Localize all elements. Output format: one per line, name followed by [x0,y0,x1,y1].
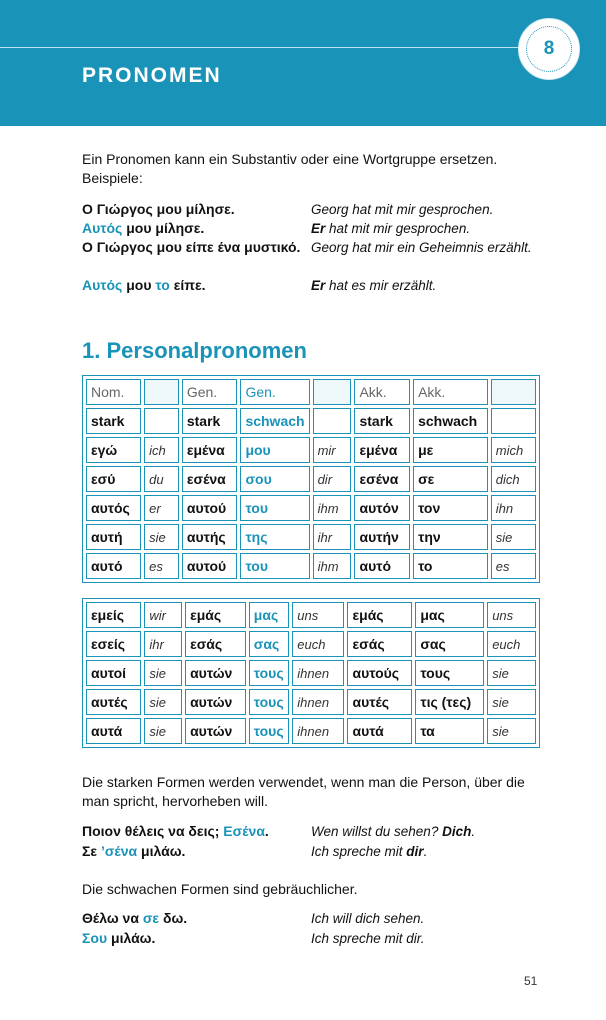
example-greek-6: Σε ’σένα μιλάω. [82,843,186,859]
table-subheader-cell: schwach [413,408,488,434]
table-row [86,660,536,686]
section-heading: 1. Personalpronomen [82,338,307,363]
table-cell: με [413,437,488,463]
example-german-7: Ich will dich sehen. [311,911,425,926]
table-cell: μας [249,602,290,628]
table-cell: mir [313,437,352,463]
table-cell: τους [249,660,290,686]
table-cell: του [240,495,309,521]
table-cell: dir [313,466,352,492]
table-cell: εσένα [182,466,238,492]
table-subheader-cell: stark [86,408,141,434]
table-row [86,689,536,715]
table-cell: ihm [313,495,352,521]
table-cell: mich [491,437,536,463]
table-cell: αυτόν [354,495,410,521]
table-row [86,718,536,744]
table-header-cell: Nom. [86,379,141,405]
table-cell: euch [487,631,536,657]
table-cell: αυτό [354,553,410,579]
paragraph-weak-forms: Die schwachen Formen sind gebräuchlicher. [82,881,358,897]
table-cell: του [240,553,309,579]
pronoun-table-plural [82,598,540,748]
table-cell: es [491,553,536,579]
table-cell: euch [292,631,344,657]
table-cell: εμένα [182,437,238,463]
table-cell: μου [240,437,309,463]
table-header-cell: Gen. [182,379,238,405]
table-cell: την [413,524,488,550]
header-rule [0,47,520,48]
example-greek-2: Αυτός μου μίλησε. [82,220,205,236]
table-cell: της [240,524,309,550]
example-german-5: Wen willst du sehen? Dich. [311,824,476,839]
table-cell: εσείς [86,631,141,657]
table-row [86,466,536,492]
table-cell: εσάς [347,631,412,657]
example-german-6: Ich spreche mit dir. [311,844,428,859]
table-row [86,553,536,579]
table-cell: αυτά [347,718,412,744]
table-cell: εμάς [185,602,246,628]
table-cell: αυτοί [86,660,141,686]
table-cell: εμένα [354,437,410,463]
table-cell: ihr [313,524,352,550]
table-cell: ihnen [292,660,344,686]
table-cell: sie [144,524,179,550]
paragraph-strong-forms: Die starken Formen werden verwendet, wenn man die Person, über die man spricht, hervorheben will. [82,774,525,809]
table-cell: εγώ [86,437,141,463]
table-cell: er [144,495,179,521]
table-cell: αυτούς [347,660,412,686]
example-german-4: Er hat es mir erzählt. [311,278,437,293]
chapter-number: 8 [526,26,572,72]
example-greek-1: Ο Γιώργος μου μίλησε. [82,201,235,217]
table-header-row [86,379,536,405]
example-greek-5: Ποιον θέλεις να δεις; Εσένα. [82,823,269,839]
pronoun-table-singular [82,375,540,583]
intro-text: Ein Pronomen kann ein Substantiv oder eine Wortgruppe ersetzen. Beispiele: [82,151,498,186]
table-cell: τους [249,689,290,715]
example-german-3: Georg hat mir ein Geheimnis erzählt. [311,240,532,255]
table-subheader-row [86,408,536,434]
table-cell: αυτός [86,495,141,521]
table-cell: αυτής [182,524,238,550]
table-cell: αυτού [182,553,238,579]
table-cell: εμάς [347,602,412,628]
chapter-badge [518,18,580,80]
table-header-cell [313,379,352,405]
table-cell: dich [491,466,536,492]
table-cell: αυτό [86,553,141,579]
chapter-title: PRONOMEN [82,64,222,87]
table-cell: sie [144,718,182,744]
table-cell: εσάς [185,631,246,657]
table-subheader-cell: stark [354,408,410,434]
table-cell: ich [144,437,179,463]
table-header-cell: Akk. [354,379,410,405]
table-cell: αυτές [347,689,412,715]
table-cell: σου [240,466,309,492]
table-cell: du [144,466,179,492]
table-cell: ihnen [292,689,344,715]
table-header-cell: Akk. [413,379,488,405]
table-cell: wir [144,602,182,628]
table-cell: αυτήν [354,524,410,550]
table-subheader-cell: schwach [240,408,309,434]
table-cell: ihr [144,631,182,657]
table-header-cell [491,379,536,405]
table-cell: εσένα [354,466,410,492]
example-german-8: Ich spreche mit dir. [311,931,425,946]
table-row [86,602,536,628]
table-cell: σας [249,631,290,657]
table-cell: τις (τες) [415,689,484,715]
table-row [86,437,536,463]
table-cell: ihn [491,495,536,521]
table-cell: αυτών [185,689,246,715]
table-cell: μας [415,602,484,628]
table-header-cell [144,379,179,405]
table-cell: uns [292,602,344,628]
table-cell: sie [144,689,182,715]
example-greek-8: Σου μιλάω. [82,930,156,946]
example-german-2: Er hat mit mir gesprochen. [311,221,471,236]
example-german-1: Georg hat mit mir gesprochen. [311,202,494,217]
table-cell: τον [413,495,488,521]
table-subheader-cell [144,408,179,434]
table-row [86,631,536,657]
table-cell: τα [415,718,484,744]
table-cell: ihnen [292,718,344,744]
page-number: 51 [524,974,538,988]
chapter-header [0,0,606,126]
table-cell: sie [491,524,536,550]
table-cell: sie [487,718,536,744]
table-cell: uns [487,602,536,628]
table-cell: αυτά [86,718,141,744]
example-greek-3: Ο Γιώργος μου είπε ένα μυστικό. [82,239,301,255]
example-greek-7: Θέλω να σε δω. [82,910,188,926]
table-subheader-cell: stark [182,408,238,434]
table-cell: εμείς [86,602,141,628]
table-cell: σε [413,466,488,492]
table-row [86,495,536,521]
table-row [86,524,536,550]
table-cell: αυτές [86,689,141,715]
table-header-cell: Gen. [240,379,309,405]
table-cell: αυτών [185,660,246,686]
table-cell: τους [415,660,484,686]
table-cell: ihm [313,553,352,579]
table-cell: το [413,553,488,579]
table-subheader-cell [491,408,536,434]
example-greek-4: Αυτός μου το είπε. [82,277,206,293]
table-cell: αυτών [185,718,246,744]
table-cell: sie [487,689,536,715]
table-subheader-cell [313,408,352,434]
table-cell: εσύ [86,466,141,492]
table-cell: es [144,553,179,579]
table-cell: τους [249,718,290,744]
table-cell: σας [415,631,484,657]
table-cell: αυτή [86,524,141,550]
table-cell: αυτού [182,495,238,521]
table-cell: sie [487,660,536,686]
table-cell: sie [144,660,182,686]
